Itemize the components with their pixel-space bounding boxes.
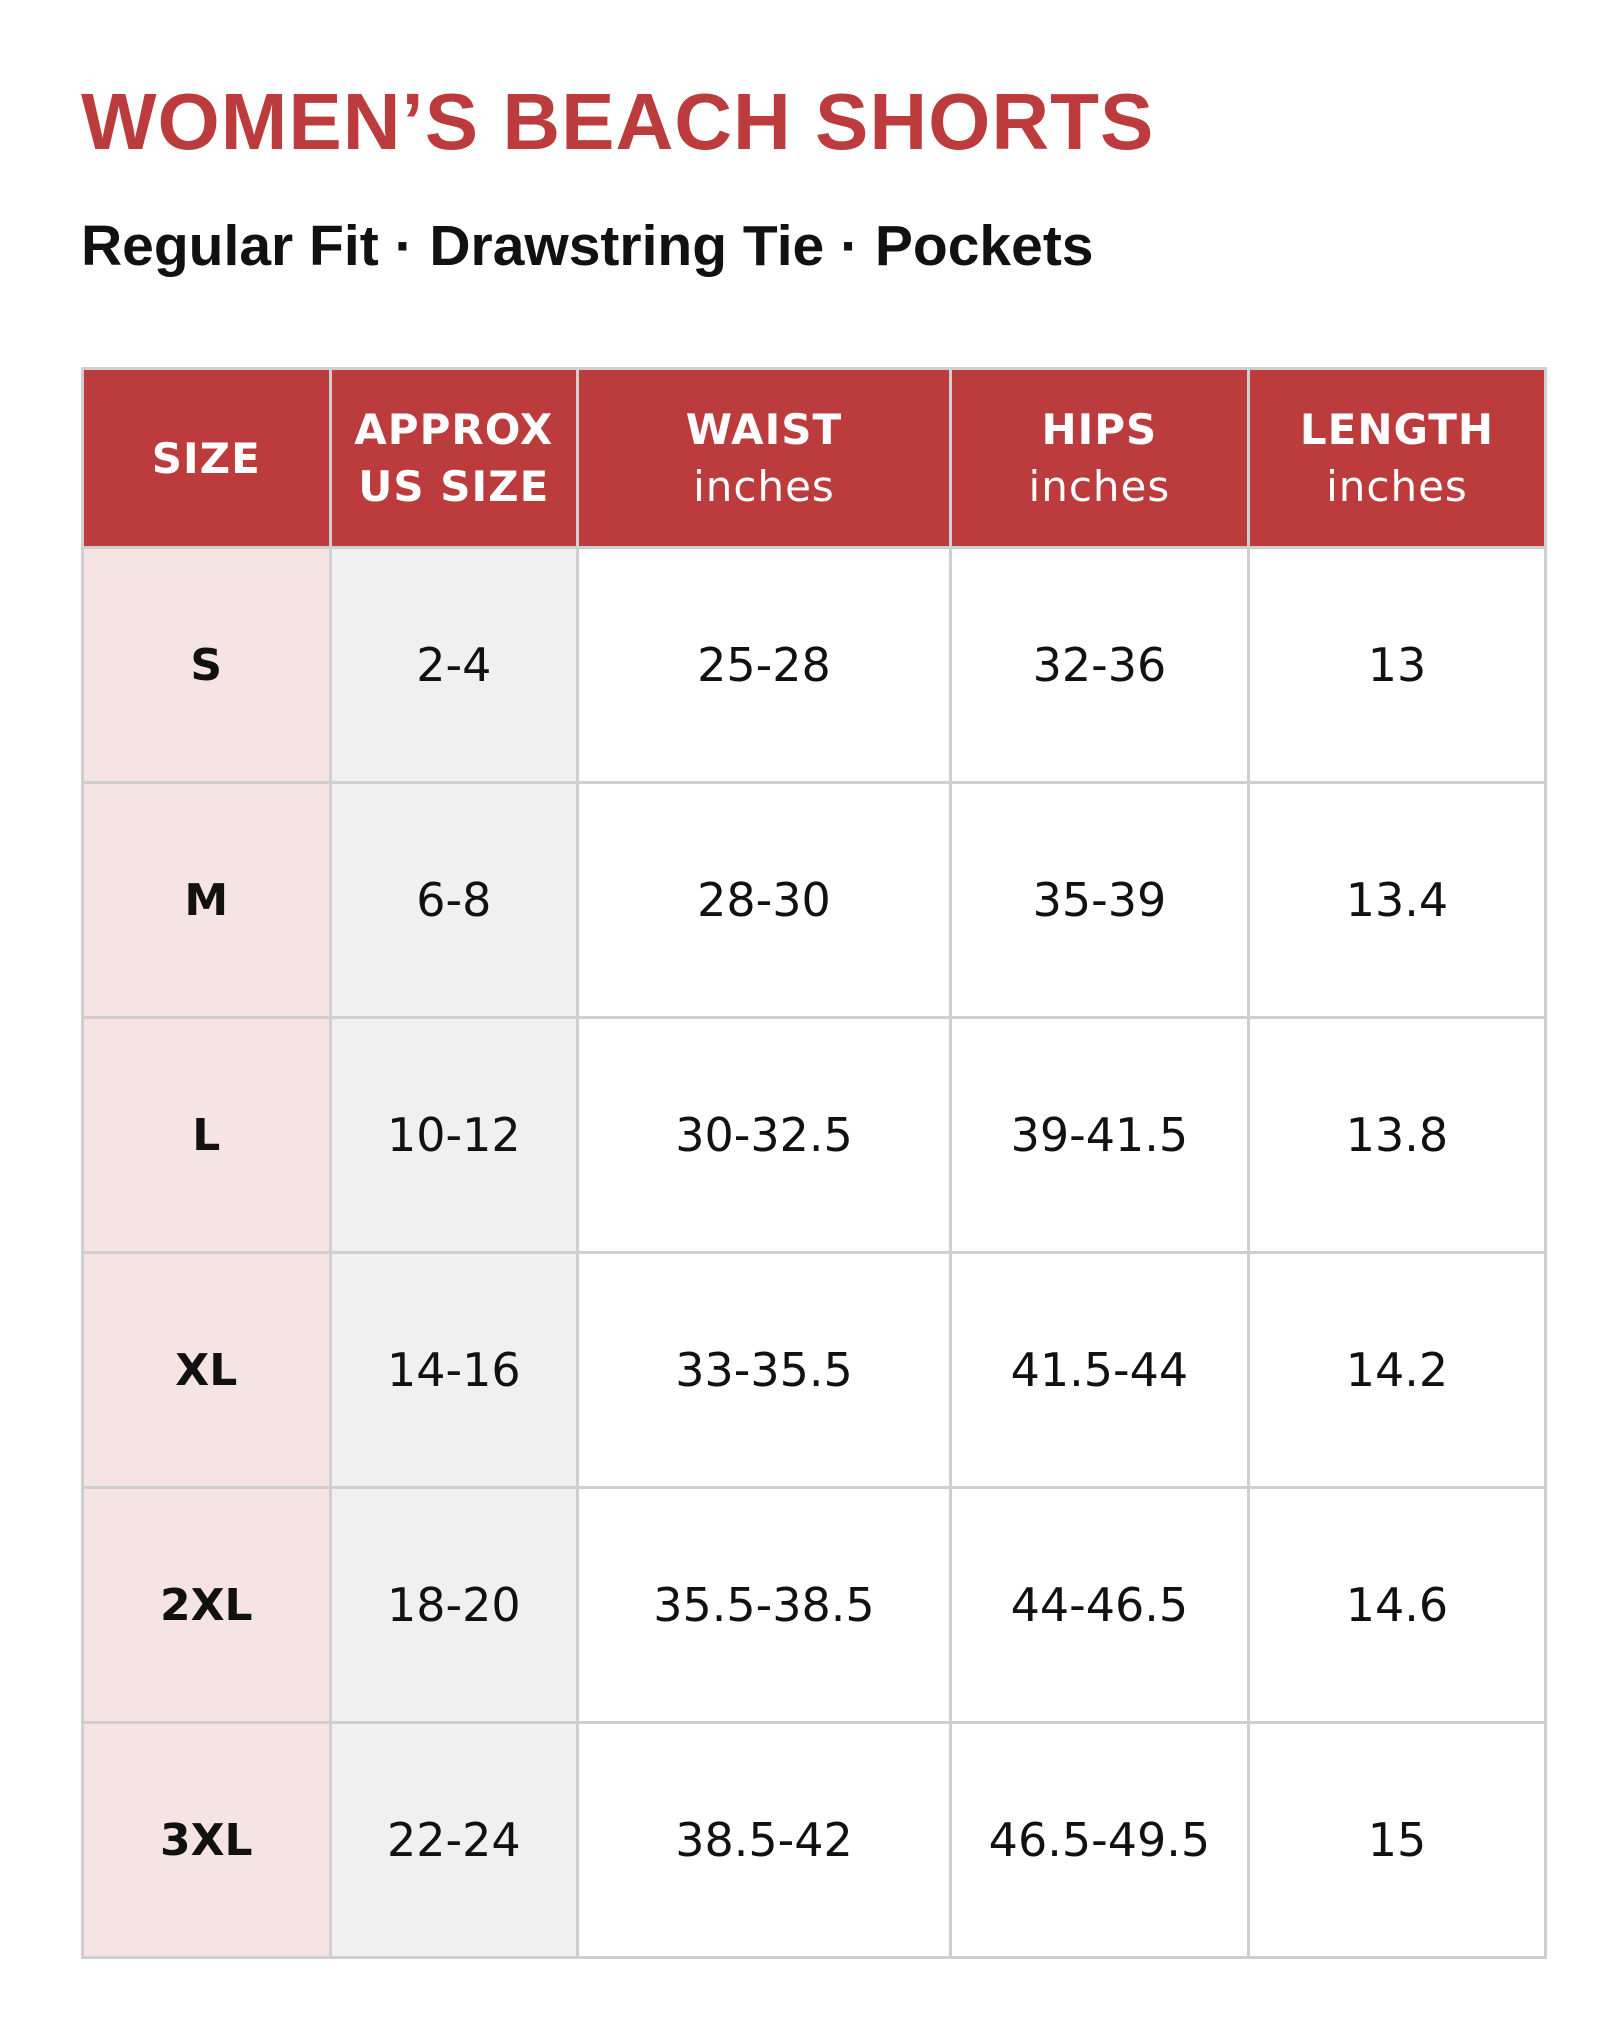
page-title: WOMEN’S BEACH SHORTS [81, 77, 1155, 166]
length-cell: 15 [1248, 1723, 1545, 1958]
table-row [83, 1723, 1546, 1958]
table-row [83, 1488, 1546, 1723]
table-row [83, 548, 1546, 783]
size-cell: S [83, 548, 331, 783]
hips-cell: 32-36 [950, 548, 1248, 783]
hips-cell: 41.5-44 [950, 1253, 1248, 1488]
waist-cell: 28-30 [578, 783, 951, 1018]
header-waist-label: WAIST [685, 405, 843, 454]
us-size-cell: 6-8 [330, 783, 578, 1018]
length-cell: 13.4 [1248, 783, 1545, 1018]
header-hips [950, 369, 1248, 548]
table-body [83, 548, 1546, 1958]
us-size-cell: 14-16 [330, 1253, 578, 1488]
header-us-size-label: US SIZE [358, 462, 550, 511]
us-size-cell: 10-12 [330, 1018, 578, 1253]
size-cell: XL [83, 1253, 331, 1488]
header-length [1248, 369, 1545, 548]
hips-cell: 39-41.5 [950, 1018, 1248, 1253]
waist-cell: 25-28 [578, 548, 951, 783]
header-approx-label: APPROX [354, 405, 554, 454]
us-size-cell: 22-24 [330, 1723, 578, 1958]
waist-cell: 33-35.5 [578, 1253, 951, 1488]
header-approx-us-size [330, 369, 578, 548]
header-hips-unit: inches [1028, 462, 1171, 511]
us-size-cell: 2-4 [330, 548, 578, 783]
header-waist [578, 369, 951, 548]
size-cell: M [83, 783, 331, 1018]
header-hips-label: HIPS [1041, 405, 1158, 454]
length-cell: 13.8 [1248, 1018, 1545, 1253]
size-cell: L [83, 1018, 331, 1253]
us-size-cell: 18-20 [330, 1488, 578, 1723]
header-row [83, 369, 1546, 548]
table-header [83, 369, 1546, 548]
length-cell: 14.2 [1248, 1253, 1545, 1488]
product-features: Regular Fit · Drawstring Tie · Pockets [81, 214, 1094, 278]
table-row [83, 783, 1546, 1018]
header-size [83, 369, 331, 548]
hips-cell: 44-46.5 [950, 1488, 1248, 1723]
size-chart-table [81, 367, 1547, 1959]
length-cell: 14.6 [1248, 1488, 1545, 1723]
header-size-label: SIZE [151, 433, 261, 483]
length-cell: 13 [1248, 548, 1545, 783]
table-row [83, 1253, 1546, 1488]
hips-cell: 46.5-49.5 [950, 1723, 1248, 1958]
waist-cell: 35.5-38.5 [578, 1488, 951, 1723]
waist-cell: 30-32.5 [578, 1018, 951, 1253]
header-waist-unit: inches [693, 462, 835, 511]
size-cell: 2XL [83, 1488, 331, 1723]
header-length-label: LENGTH [1299, 405, 1495, 454]
waist-cell: 38.5-42 [578, 1723, 951, 1958]
table-row [83, 1018, 1546, 1253]
header-length-unit: inches [1326, 462, 1468, 511]
hips-cell: 35-39 [950, 783, 1248, 1018]
size-cell: 3XL [83, 1723, 331, 1958]
